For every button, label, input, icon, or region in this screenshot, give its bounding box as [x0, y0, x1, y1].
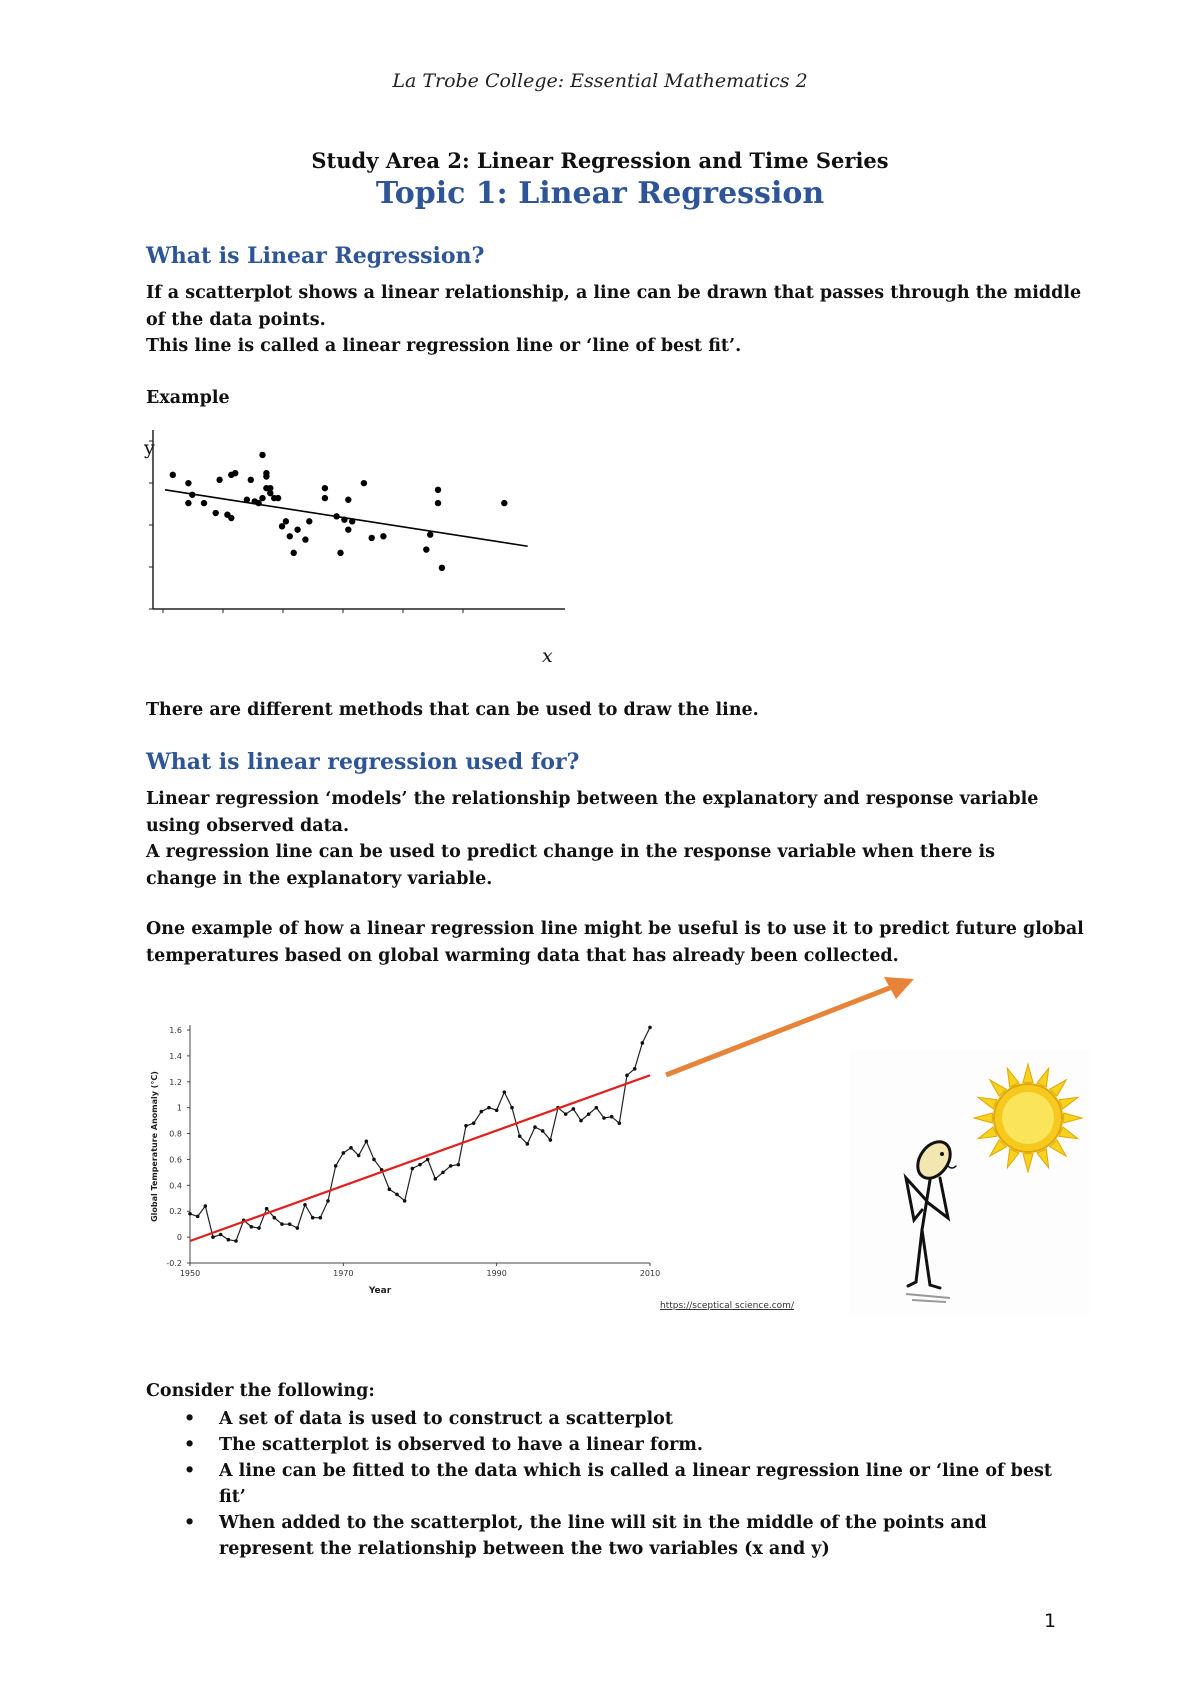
temperature-point	[441, 1171, 445, 1175]
temperature-point	[342, 1151, 346, 1155]
scatter-point	[427, 531, 433, 537]
temperature-point	[204, 1204, 208, 1208]
bullet-icon: •	[184, 1435, 196, 1455]
temperature-point	[564, 1112, 568, 1116]
temperature-point	[495, 1108, 499, 1112]
temperature-point	[625, 1074, 629, 1078]
scatter-y-label: y	[144, 437, 155, 459]
scatter-point	[306, 518, 312, 524]
temperature-point	[211, 1235, 215, 1239]
scatter-point	[283, 518, 289, 524]
temperature-point	[518, 1134, 522, 1138]
temperature-point	[388, 1187, 392, 1191]
y-tick-label: 0.2	[169, 1207, 182, 1217]
example-label: Example	[146, 388, 230, 408]
scatter-x-label: x	[542, 645, 553, 667]
temperature-point	[288, 1222, 292, 1226]
scatter-point	[337, 550, 343, 556]
y-tick-label: 1.4	[169, 1051, 182, 1061]
y-tick-label: 1.2	[169, 1077, 182, 1087]
topic-title: Topic 1: Linear Regression	[375, 176, 825, 211]
y-tick-label: 0	[176, 1233, 182, 1243]
temperature-point	[602, 1116, 606, 1120]
temperature-point	[464, 1124, 468, 1128]
temperature-point	[487, 1106, 491, 1110]
example-scatterplot	[130, 430, 570, 670]
temperature-point	[572, 1107, 576, 1111]
text-line: One example of how a linear regression line might be useful is to use it to predict future global	[146, 919, 1084, 939]
text-line: change in the explanatory variable.	[146, 868, 493, 889]
temperature-point	[526, 1142, 530, 1146]
x-tick-label: 1970	[333, 1269, 354, 1278]
global-warming-paragraph	[146, 916, 1084, 969]
temperature-point	[595, 1106, 599, 1110]
temperature-point	[610, 1115, 614, 1119]
temperature-point	[334, 1164, 338, 1168]
text-line: If a scatterplot shows a linear relationship, a line can be drawn that passes through the middle	[146, 283, 1082, 303]
temperature-series-line	[190, 1027, 650, 1241]
scatter-point	[267, 485, 273, 491]
temperature-point	[372, 1158, 376, 1162]
temperature-point	[549, 1138, 553, 1142]
consider-intro: Consider the following:	[146, 1381, 375, 1401]
temperature-point	[618, 1121, 622, 1125]
temperature-point	[349, 1146, 353, 1150]
scatter-point	[439, 565, 445, 571]
trend-line	[190, 1075, 650, 1241]
temperature-point	[311, 1216, 315, 1220]
scatter-point	[435, 487, 441, 493]
list-item	[146, 1458, 1066, 1510]
temperature-point	[365, 1140, 369, 1144]
scatter-point	[201, 500, 207, 506]
temperature-chart	[145, 1005, 675, 1305]
temperature-point	[472, 1121, 476, 1125]
source-link[interactable]: https://sceptical science.com/	[660, 1301, 794, 1311]
temperature-point	[257, 1226, 261, 1230]
x-axis-label: Year	[368, 1286, 392, 1296]
scatter-point	[294, 526, 300, 532]
scatter-point	[369, 535, 375, 541]
scatter-point	[275, 495, 281, 501]
scatter-point	[501, 500, 507, 506]
temperature-point	[188, 1212, 192, 1216]
heading-what-is-linear-regression-used-for: What is linear regression used for?	[146, 749, 580, 775]
scatter-point	[302, 536, 308, 542]
scatter-point	[322, 485, 328, 491]
bullet-icon: •	[184, 1461, 196, 1481]
heading-what-is-linear-regression: What is Linear Regression?	[146, 243, 485, 269]
temperature-point	[357, 1154, 361, 1158]
scatter-point	[170, 472, 176, 478]
temperature-point	[234, 1239, 238, 1243]
temperature-point	[280, 1222, 284, 1226]
list-item	[146, 1406, 1066, 1432]
scatter-point	[259, 452, 265, 458]
list-item	[146, 1432, 1066, 1458]
scatter-point	[435, 500, 441, 506]
x-tick-label: 1950	[179, 1269, 201, 1278]
temperature-point	[533, 1125, 537, 1129]
consider-bullet-list	[146, 1406, 1066, 1562]
scatter-point	[287, 533, 293, 539]
scatter-point	[380, 533, 386, 539]
text-line: A regression line can be used to predict change in the response variable when there is	[146, 842, 995, 862]
text-line: Linear regression ‘models’ the relationship between the explanatory and response variable	[146, 789, 1039, 809]
temperature-point	[265, 1207, 269, 1211]
scatter-point	[322, 495, 328, 501]
bullet-icon: •	[184, 1409, 196, 1429]
temperature-point	[579, 1119, 583, 1123]
scatter-point	[345, 526, 351, 532]
bullet-text: A set of data is used to construct a scatterplot	[219, 1409, 673, 1429]
bullet-text: The scatterplot is observed to have a linear form.	[219, 1435, 703, 1455]
temperature-point	[503, 1090, 507, 1094]
scatter-point	[185, 480, 191, 486]
text-line: This line is called a linear regression line or ‘line of best fit’.	[146, 336, 742, 356]
text-line: temperatures based on global warming data that has already been collected.	[146, 945, 899, 966]
usage-paragraph	[146, 786, 1076, 892]
temperature-point	[227, 1238, 231, 1242]
temperature-point	[510, 1106, 514, 1110]
scatter-point	[216, 477, 222, 483]
methods-note: There are different methods that can be used to draw the line.	[146, 700, 759, 720]
temperature-point	[403, 1199, 407, 1203]
temperature-point	[541, 1129, 545, 1133]
temperature-point	[219, 1233, 223, 1237]
text-line: using observed data.	[146, 815, 350, 836]
temperature-point	[250, 1225, 254, 1229]
temperature-point	[411, 1167, 415, 1171]
scatter-point	[213, 510, 219, 516]
y-tick-label: -0.2	[166, 1259, 182, 1268]
stick-figure-sun-illustration	[850, 1050, 1090, 1315]
y-tick-label: 0.4	[169, 1181, 182, 1191]
temperature-point	[633, 1067, 637, 1071]
temperature-point	[418, 1163, 422, 1167]
scatter-point	[345, 497, 351, 503]
scatter-point	[263, 470, 269, 476]
study-area-title: Study Area 2: Linear Regression and Time Series	[311, 148, 889, 173]
sun-icon	[974, 1064, 1082, 1172]
temperature-point	[273, 1216, 277, 1220]
temperature-point	[648, 1026, 652, 1030]
scatter-point	[423, 546, 429, 552]
scatter-point	[232, 470, 238, 476]
bullet-text: When added to the scatterplot, the line will sit in the middle of the points and represent the relationship between the two variables (x and y)	[219, 1513, 987, 1559]
temperature-point	[449, 1164, 453, 1168]
scatter-point	[248, 477, 254, 483]
y-axis-label: Global Temperature Anomaly (°C)	[150, 1071, 159, 1222]
temperature-point	[296, 1226, 300, 1230]
page-number: 1	[1044, 1610, 1057, 1632]
bullet-icon: •	[184, 1513, 196, 1533]
scatter-point	[228, 515, 234, 521]
list-item	[146, 1510, 1066, 1562]
temperature-point	[641, 1041, 645, 1045]
intro-paragraph	[146, 280, 1082, 360]
temperature-point	[395, 1193, 399, 1197]
scatter-point	[279, 523, 285, 529]
scatter-point	[361, 480, 367, 486]
y-tick-label: 0.8	[169, 1129, 182, 1139]
y-tick-label: 1	[176, 1103, 182, 1113]
scatter-point	[259, 495, 265, 501]
temperature-point	[480, 1110, 484, 1114]
x-tick-label: 2010	[639, 1269, 661, 1278]
running-header: La Trobe College: Essential Mathematics 2	[392, 70, 808, 92]
temperature-point	[319, 1216, 323, 1220]
y-tick-label: 1.6	[169, 1026, 182, 1035]
y-tick-label: 0.6	[169, 1155, 182, 1165]
temperature-point	[326, 1199, 330, 1203]
temperature-point	[303, 1203, 307, 1207]
bullet-text: A line can be fitted to the data which is called a linear regression line or ‘line of best fit’	[219, 1461, 1052, 1507]
temperature-point	[587, 1112, 591, 1116]
temperature-point	[434, 1177, 438, 1181]
temperature-point	[196, 1215, 200, 1219]
text-line: of the data points.	[146, 309, 326, 330]
scatter-point	[185, 500, 191, 506]
x-tick-label: 1990	[486, 1269, 507, 1278]
temperature-point	[457, 1163, 461, 1167]
scatter-point	[291, 550, 297, 556]
temperature-point	[426, 1158, 430, 1162]
